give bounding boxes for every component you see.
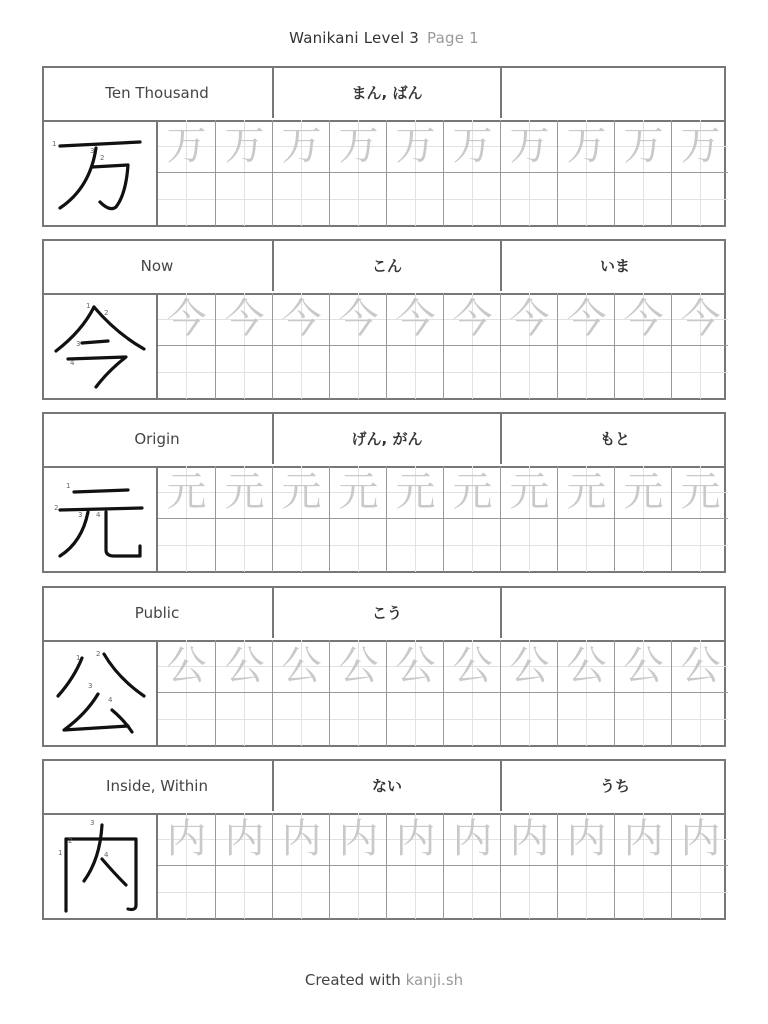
svg-text:3: 3	[90, 819, 95, 827]
tracing-glyph: 万	[166, 123, 207, 169]
blank-practice-cell	[557, 693, 614, 746]
tracing-cell	[614, 640, 671, 693]
blank-practice-cell	[671, 693, 728, 746]
svg-text:4: 4	[108, 696, 113, 704]
stroke-diagram	[44, 466, 156, 572]
tracing-glyph: 公	[224, 643, 265, 689]
blank-practice-cell	[671, 866, 728, 919]
tracing-glyph: 元	[338, 469, 379, 515]
blank-practice-cell	[500, 693, 557, 746]
blank-practice-cell	[557, 866, 614, 919]
svg-text:4: 4	[96, 511, 101, 519]
blank-practice-cell	[443, 693, 500, 746]
stroke-order-kanji	[44, 466, 158, 572]
blank-practice-cell	[671, 519, 728, 572]
blank-practice-cell	[215, 519, 272, 572]
svg-text:2: 2	[68, 837, 73, 845]
tracing-cell	[614, 293, 671, 346]
blank-practice-cell	[386, 866, 443, 919]
blank-practice-cell	[443, 866, 500, 919]
blank-practice-cell	[215, 346, 272, 399]
tracing-cell	[329, 640, 386, 693]
tracing-glyph: 元	[509, 469, 550, 515]
blank-practice-cell	[557, 519, 614, 572]
tracing-glyph: 今	[395, 296, 436, 342]
svg-text:1: 1	[86, 302, 91, 310]
tracing-cell	[557, 293, 614, 346]
tracing-cell	[215, 640, 272, 693]
tracing-cell	[557, 813, 614, 866]
tracing-glyph: 万	[224, 123, 265, 169]
blank-practice-cell	[614, 173, 671, 226]
stroke-order-kanji	[44, 120, 158, 226]
blank-practice-cell	[500, 173, 557, 226]
tracing-cell	[158, 466, 215, 519]
tracing-cell	[215, 293, 272, 346]
practice-grid	[158, 293, 726, 399]
stroke-diagram	[44, 813, 156, 919]
tracing-cell	[614, 466, 671, 519]
tracing-cell	[671, 466, 728, 519]
stroke-diagram	[44, 293, 156, 399]
blank-practice-cell	[557, 173, 614, 226]
blank-practice-cell	[614, 693, 671, 746]
page-header	[0, 29, 768, 47]
blank-practice-cell	[329, 173, 386, 226]
blank-practice-cell	[329, 693, 386, 746]
tracing-glyph: 万	[623, 123, 664, 169]
blank-practice-cell	[158, 866, 215, 919]
tracing-cell	[215, 120, 272, 173]
tracing-glyph: 今	[566, 296, 607, 342]
svg-text:3: 3	[88, 682, 93, 690]
card-header	[44, 588, 724, 642]
page-number: Page 1	[427, 29, 479, 47]
tracing-glyph: 公	[395, 643, 436, 689]
blank-practice-cell	[158, 346, 215, 399]
blank-practice-cell	[500, 346, 557, 399]
blank-practice-cell	[272, 693, 329, 746]
meaning-label: Now	[140, 257, 174, 275]
tracing-glyph: 万	[680, 123, 721, 169]
tracing-cell	[215, 466, 272, 519]
practice-grid	[158, 640, 726, 746]
blank-practice-cell	[671, 173, 728, 226]
tracing-glyph: 今	[224, 296, 265, 342]
tracing-glyph: 公	[566, 643, 607, 689]
blank-practice-cell	[386, 693, 443, 746]
blank-practice-cell	[329, 866, 386, 919]
tracing-cell	[386, 813, 443, 866]
svg-text:1: 1	[58, 849, 63, 857]
tracing-cell	[158, 640, 215, 693]
tracing-glyph: 公	[281, 643, 322, 689]
meaning-label: Ten Thousand	[105, 84, 209, 102]
tracing-glyph: 万	[452, 123, 493, 169]
svg-text:2: 2	[54, 504, 59, 512]
tracing-cell	[500, 640, 557, 693]
kunyomi-label: もと	[500, 414, 728, 464]
tracing-cell	[500, 120, 557, 173]
tracing-glyph: 元	[281, 469, 322, 515]
blank-practice-cell	[443, 173, 500, 226]
blank-practice-cell	[329, 346, 386, 399]
tracing-cell	[614, 813, 671, 866]
blank-practice-cell	[386, 519, 443, 572]
blank-practice-cell	[272, 173, 329, 226]
tracing-cell	[443, 120, 500, 173]
tracing-cell	[557, 120, 614, 173]
tracing-glyph: 公	[452, 643, 493, 689]
tracing-cell	[386, 640, 443, 693]
stroke-diagram	[44, 640, 156, 746]
blank-practice-cell	[158, 693, 215, 746]
kanji-card	[42, 239, 726, 400]
blank-practice-cell	[500, 866, 557, 919]
tracing-cell	[272, 120, 329, 173]
blank-practice-cell	[215, 173, 272, 226]
tracing-cell	[443, 640, 500, 693]
card-header	[44, 761, 724, 815]
kunyomi-label: うち	[500, 761, 728, 811]
svg-text:4: 4	[70, 359, 75, 367]
tracing-cell	[158, 293, 215, 346]
blank-practice-cell	[158, 173, 215, 226]
tracing-cell	[158, 120, 215, 173]
stroke-order-kanji	[44, 293, 158, 399]
tracing-glyph: 内	[224, 816, 265, 862]
tracing-glyph: 内	[338, 816, 379, 862]
tracing-cell	[272, 813, 329, 866]
blank-practice-cell	[386, 346, 443, 399]
onyomi-label: ない	[272, 761, 500, 811]
onyomi-label: まん, ばん	[272, 68, 500, 118]
tracing-glyph: 公	[623, 643, 664, 689]
kanji-card	[42, 586, 726, 747]
tracing-cell	[272, 640, 329, 693]
blank-practice-cell	[614, 346, 671, 399]
tracing-glyph: 万	[566, 123, 607, 169]
tracing-glyph: 元	[623, 469, 664, 515]
tracing-cell	[386, 293, 443, 346]
tracing-glyph: 内	[281, 816, 322, 862]
kunyomi-label: いま	[500, 241, 728, 291]
tracing-glyph: 内	[509, 816, 550, 862]
tracing-glyph: 公	[166, 643, 207, 689]
tracing-glyph: 今	[509, 296, 550, 342]
svg-text:4: 4	[104, 851, 109, 859]
tracing-glyph: 今	[680, 296, 721, 342]
tracing-cell	[386, 466, 443, 519]
tracing-cell	[329, 466, 386, 519]
tracing-cell	[386, 120, 443, 173]
tracing-cell	[329, 293, 386, 346]
worksheet-title: Wanikani Level 3	[289, 29, 420, 47]
footer-text: Created with	[304, 971, 401, 989]
tracing-glyph: 内	[166, 816, 207, 862]
tracing-cell	[329, 120, 386, 173]
onyomi-label: こう	[272, 588, 500, 638]
blank-practice-cell	[215, 693, 272, 746]
stroke-order-kanji	[44, 813, 158, 919]
tracing-glyph: 今	[623, 296, 664, 342]
card-header	[44, 68, 724, 122]
tracing-glyph: 内	[566, 816, 607, 862]
tracing-cell	[272, 293, 329, 346]
kanji-card	[42, 412, 726, 573]
tracing-cell	[443, 813, 500, 866]
blank-practice-cell	[671, 346, 728, 399]
tracing-cell	[671, 813, 728, 866]
onyomi-label: こん	[272, 241, 500, 291]
tracing-glyph: 元	[452, 469, 493, 515]
tracing-cell	[272, 466, 329, 519]
tracing-glyph: 今	[166, 296, 207, 342]
stroke-order-kanji	[44, 640, 158, 746]
tracing-glyph: 元	[166, 469, 207, 515]
blank-practice-cell	[443, 346, 500, 399]
tracing-cell	[671, 293, 728, 346]
tracing-glyph: 内	[452, 816, 493, 862]
onyomi-label: げん, がん	[272, 414, 500, 464]
tracing-cell	[329, 813, 386, 866]
tracing-glyph: 元	[566, 469, 607, 515]
tracing-cell	[500, 813, 557, 866]
tracing-glyph: 万	[338, 123, 379, 169]
svg-text:3: 3	[78, 511, 83, 519]
blank-practice-cell	[272, 346, 329, 399]
blank-practice-cell	[614, 519, 671, 572]
kanji-sh-link[interactable]: kanji.sh	[405, 971, 464, 989]
tracing-glyph: 内	[395, 816, 436, 862]
tracing-glyph: 内	[623, 816, 664, 862]
svg-text:2: 2	[100, 154, 105, 162]
tracing-glyph: 元	[680, 469, 721, 515]
blank-practice-cell	[443, 519, 500, 572]
tracing-glyph: 元	[395, 469, 436, 515]
tracing-cell	[671, 640, 728, 693]
tracing-glyph: 今	[281, 296, 322, 342]
svg-text:3: 3	[76, 340, 81, 348]
tracing-glyph: 内	[680, 816, 721, 862]
tracing-glyph: 公	[509, 643, 550, 689]
tracing-glyph: 公	[338, 643, 379, 689]
blank-practice-cell	[215, 866, 272, 919]
blank-practice-cell	[386, 173, 443, 226]
tracing-cell	[557, 466, 614, 519]
svg-text:1: 1	[76, 654, 81, 662]
svg-text:1: 1	[66, 482, 71, 490]
kanji-card	[42, 66, 726, 227]
tracing-cell	[158, 813, 215, 866]
kunyomi-label	[500, 588, 728, 638]
practice-grid	[158, 466, 726, 572]
tracing-cell	[614, 120, 671, 173]
tracing-glyph: 公	[680, 643, 721, 689]
tracing-cell	[671, 120, 728, 173]
blank-practice-cell	[158, 519, 215, 572]
tracing-cell	[557, 640, 614, 693]
tracing-cell	[443, 466, 500, 519]
practice-grid	[158, 120, 726, 226]
blank-practice-cell	[329, 519, 386, 572]
blank-practice-cell	[500, 519, 557, 572]
tracing-cell	[443, 293, 500, 346]
stroke-diagram	[44, 120, 156, 226]
tracing-glyph: 万	[395, 123, 436, 169]
tracing-cell	[500, 293, 557, 346]
blank-practice-cell	[557, 346, 614, 399]
kunyomi-label	[500, 68, 728, 118]
blank-practice-cell	[614, 866, 671, 919]
svg-text:2: 2	[104, 309, 109, 317]
tracing-glyph: 元	[224, 469, 265, 515]
tracing-glyph: 万	[509, 123, 550, 169]
svg-text:3: 3	[90, 147, 95, 155]
svg-text:1: 1	[52, 140, 57, 148]
meaning-label: Origin	[134, 430, 180, 448]
tracing-cell	[500, 466, 557, 519]
tracing-glyph: 今	[338, 296, 379, 342]
blank-practice-cell	[272, 866, 329, 919]
card-header	[44, 414, 724, 468]
page-footer	[0, 971, 768, 989]
tracing-glyph: 今	[452, 296, 493, 342]
svg-text:2: 2	[96, 650, 101, 658]
blank-practice-cell	[272, 519, 329, 572]
card-header	[44, 241, 724, 295]
meaning-label: Public	[134, 604, 180, 622]
kanji-card	[42, 759, 726, 920]
practice-grid	[158, 813, 726, 919]
tracing-glyph: 万	[281, 123, 322, 169]
tracing-cell	[215, 813, 272, 866]
meaning-label: Inside, Within	[106, 777, 208, 795]
